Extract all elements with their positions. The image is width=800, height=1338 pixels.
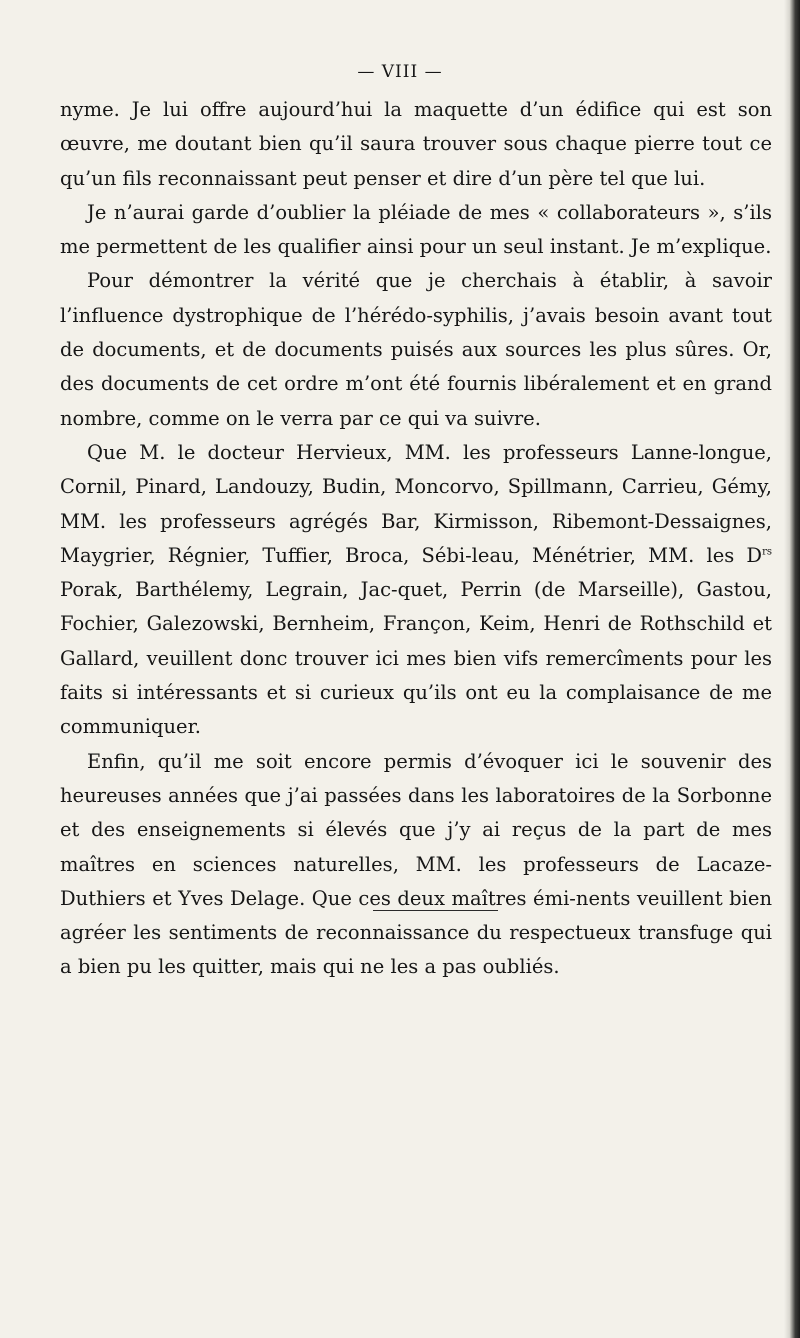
- paragraph-2: Je n’aurai garde d’oublier la pléiade de mes « collaborateurs », s’ils me permettent de les qualifier ainsi pour un seul instant. Je m’explique.: [60, 200, 772, 259]
- page-edge-shadow: [784, 0, 800, 1338]
- doctors-abbrev-superscript: rs: [762, 546, 772, 558]
- paragraph-4-part1: Que M. le docteur Hervieux, MM. les professeurs Lanne-longue, Cornil, Pinard, Landouzy, Budin, Moncorvo, Spillmann, Carrieu, Gémy, MM. les professeurs agrégés Bar, Kirmisson, Ribemont-Dessaignes, Maygrier, Régnier, Tuffier, Broca, Sébi-leau, Ménétrier, MM. les D: [60, 440, 772, 567]
- body-text: [60, 93, 772, 985]
- paragraph-4: [60, 436, 772, 745]
- paragraph-5: Enfin, qu’il me soit encore permis d’évoquer ici le souvenir des heureuses années que j’ai passées dans les laboratoires de la Sorbonne et des enseignements si élevés que j’y ai reçus de la part de mes maîtres en sciences naturelles, MM. les professeurs de Lacaze-Duthiers et Yves Delage. Que ces deux maîtres émi-nents veuillent bien agréer les sentiments de reconnaissance du respectueux transfuge qui a bien pu les quitter, mais qui ne les a pas oubliés.: [60, 749, 772, 979]
- section-divider-rule: [373, 910, 498, 911]
- paragraph-4-part2: Porak, Barthélemy, Legrain, Jac-quet, Perrin (de Marseille), Gastou, Fochier, Galezowski, Bernheim, Françon, Keim, Henri de Rothschild et Gallard, veuillent donc trouver ici mes bien vifs remercîments pour les faits si intéressants et si curieux qu’ils ont eu la complaisance de me communiquer.: [60, 578, 772, 739]
- paragraph-3: Pour démontrer la vérité que je cherchais à établir, à savoir l’influence dystrophique de l’hérédo-syphilis, j’avais besoin avant tout de documents, et de documents puisés aux sources les plus sûres. Or, des documents de cet ordre m’ont été fournis libéralement et en grand nombre, comme on le verra par ce qui va suivre.: [60, 269, 772, 430]
- page-number: — VIII —: [357, 62, 443, 82]
- paragraph-1: nyme. Je lui offre aujourd’hui la maquette d’un édifice qui est son œuvre, me doutant bien qu’il saura trouver sous chaque pierre tout ce qu’un fils reconnaissant peut penser et dire d’un père tel que lui.: [60, 98, 772, 190]
